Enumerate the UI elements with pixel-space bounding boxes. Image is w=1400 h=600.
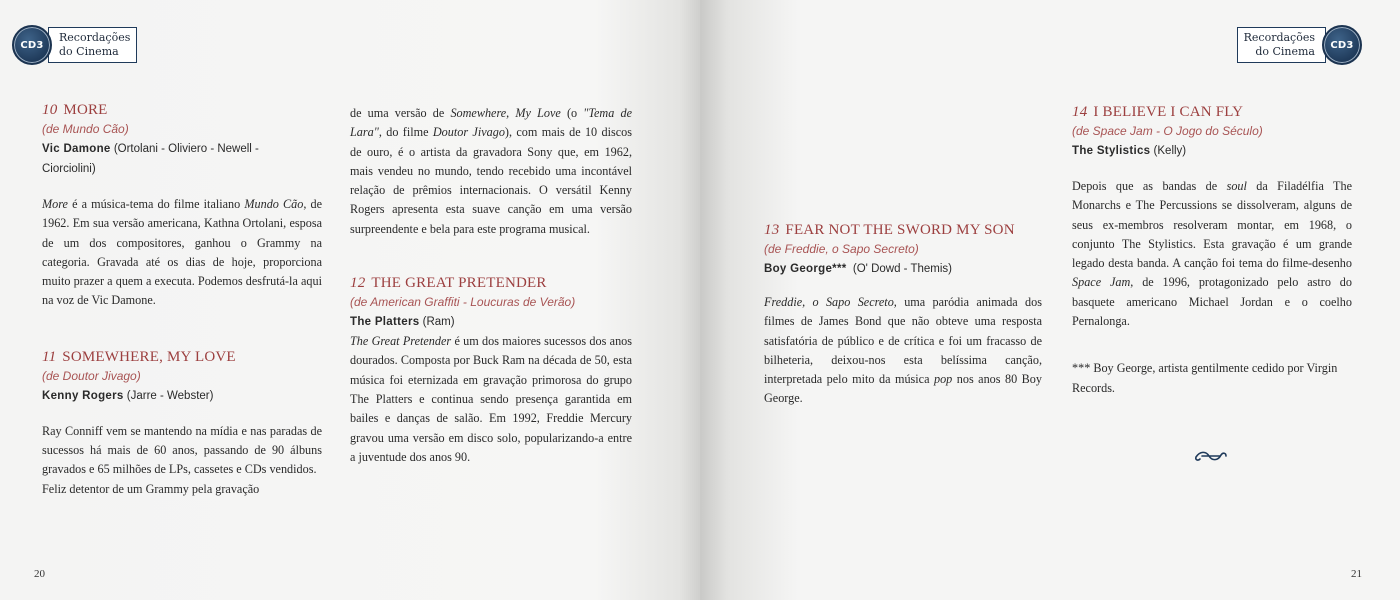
track-title: 11 SOMEWHERE, MY LOVE bbox=[42, 348, 236, 365]
footnote: *** Boy George, artista gentilmente cedido por Virgin Records. bbox=[1072, 361, 1338, 395]
track-film: (de Freddie, o Sapo Secreto) bbox=[764, 242, 919, 256]
right-column-1 bbox=[764, 220, 1042, 409]
track-description: The Great Pretender é um dos maiores sucessos dos anos dourados. Composta por Buck Ram na década de 50, esta música foi eternizada em gravação primorosa do grupo The Platters e continua sendo presença garantida em bailes e danças de salão. Em 1992, Freddie Mercury gravou uma versão em disco solo, popularizando-a entre a juventude dos anos 90. bbox=[350, 334, 632, 464]
scroll-ornament-icon bbox=[1194, 448, 1228, 468]
track-description: Depois que as bandas de soul da Filadélfia The Monarchs e The Percussions se dissolveram, alguns de seus ex-membros resolveram montar, em 1968, o conjunto The Stylistics. Esta gravação é um grande legado desta banda. A canção foi tema do filme-desenho Space Jam, de 1996, protagonizado pelo astro do basquete americano Michael Jordan e o coelho Pernalonga. bbox=[1072, 179, 1353, 329]
continued-text: de uma versão de Somewhere, My Love (o "Tema de Lara", do filme Doutor Jivago), com mais de 10 discos de ouro, é o artista da gravadora Sony que, em 1962, mais vendeu no mundo, tendo recebido uma incontável relação de prêmios internacionais. O versátil Kenny Rogers apresenta esta suave canção em uma versão surpreendente e bela para este programa musical. bbox=[350, 106, 632, 236]
track-credit: Kenny Rogers (Jarre - Webster) bbox=[42, 389, 214, 402]
track-14 bbox=[1072, 102, 1352, 331]
logo-text: Recordações do Cinema bbox=[48, 27, 137, 63]
track-film: (de Space Jam - O Jogo do Século) bbox=[1072, 124, 1263, 138]
page-number: 20 bbox=[34, 568, 45, 580]
track-description: More é a música-tema do filme italiano Mundo Cão, de 1962. Em sua versão americana, Kathna Ortolani, esposa de um dos compositores, ganhou o Grammy na categoria. Gravada até os dias de hoje, proporciona muito prazer a quem a executa. Podemos desfrutá-la aqui na voz de Vic Damone. bbox=[42, 197, 322, 308]
cd3-logo bbox=[12, 26, 137, 64]
track-description: Freddie, o Sapo Secreto, uma paródia animada dos filmes de James Bond que não obteve uma resposta satisfatória de público e de crítica e foi um fracasso de bilheteria, deixou-nos esta belíssima canção, interpretada pelo mito da música pop nos anos 80 Boy George. bbox=[764, 295, 1042, 406]
track-13 bbox=[764, 220, 1042, 409]
track-12 bbox=[350, 273, 632, 467]
track-credit: The Platters (Ram) bbox=[350, 316, 455, 329]
track-title: 10 MORE bbox=[42, 102, 108, 118]
right-column-2 bbox=[1072, 102, 1352, 398]
right-page bbox=[700, 0, 1400, 600]
cd-disc-icon: CD3 bbox=[12, 25, 52, 65]
cd-disc-icon: CD3 bbox=[1322, 25, 1362, 65]
track-description-cont: Feliz detentor de um Grammy pela gravação bbox=[42, 481, 260, 496]
track-title: 14 I BELIEVE I CAN FLY bbox=[1072, 104, 1244, 120]
track-title: 13 FEAR NOT THE SWORD MY SON bbox=[764, 222, 1015, 238]
track-title: 12 THE GREAT PRETENDER bbox=[350, 275, 547, 292]
left-column-1 bbox=[42, 100, 322, 499]
track-film: (de Doutor Jivago) bbox=[42, 368, 141, 383]
page-number: 21 bbox=[1351, 568, 1362, 580]
track-film: (de Mundo Cão) bbox=[42, 122, 129, 136]
logo-text: Recordações do Cinema bbox=[1237, 27, 1326, 63]
track-credit: Vic Damone (Ortolani - Oliviero - Newell - Ciorciolini) bbox=[42, 143, 259, 175]
track-credit: The Stylistics (Kelly) bbox=[1072, 145, 1187, 157]
track-film: (de American Graffiti - Loucuras de Verão) bbox=[350, 295, 576, 310]
left-column-2 bbox=[350, 104, 632, 467]
cd3-logo bbox=[1237, 26, 1362, 64]
track-11 bbox=[42, 347, 322, 499]
track-credit: Boy George*** (O' Dowd - Themis) bbox=[764, 263, 953, 275]
track-description: Ray Conniff vem se mantendo na mídia e nas paradas de sucessos há mais de 60 anos, passando de 90 álbuns gravados e 65 milhões de LPs, cassetes e CDs vendidos. bbox=[42, 423, 322, 477]
track-10 bbox=[42, 100, 322, 311]
